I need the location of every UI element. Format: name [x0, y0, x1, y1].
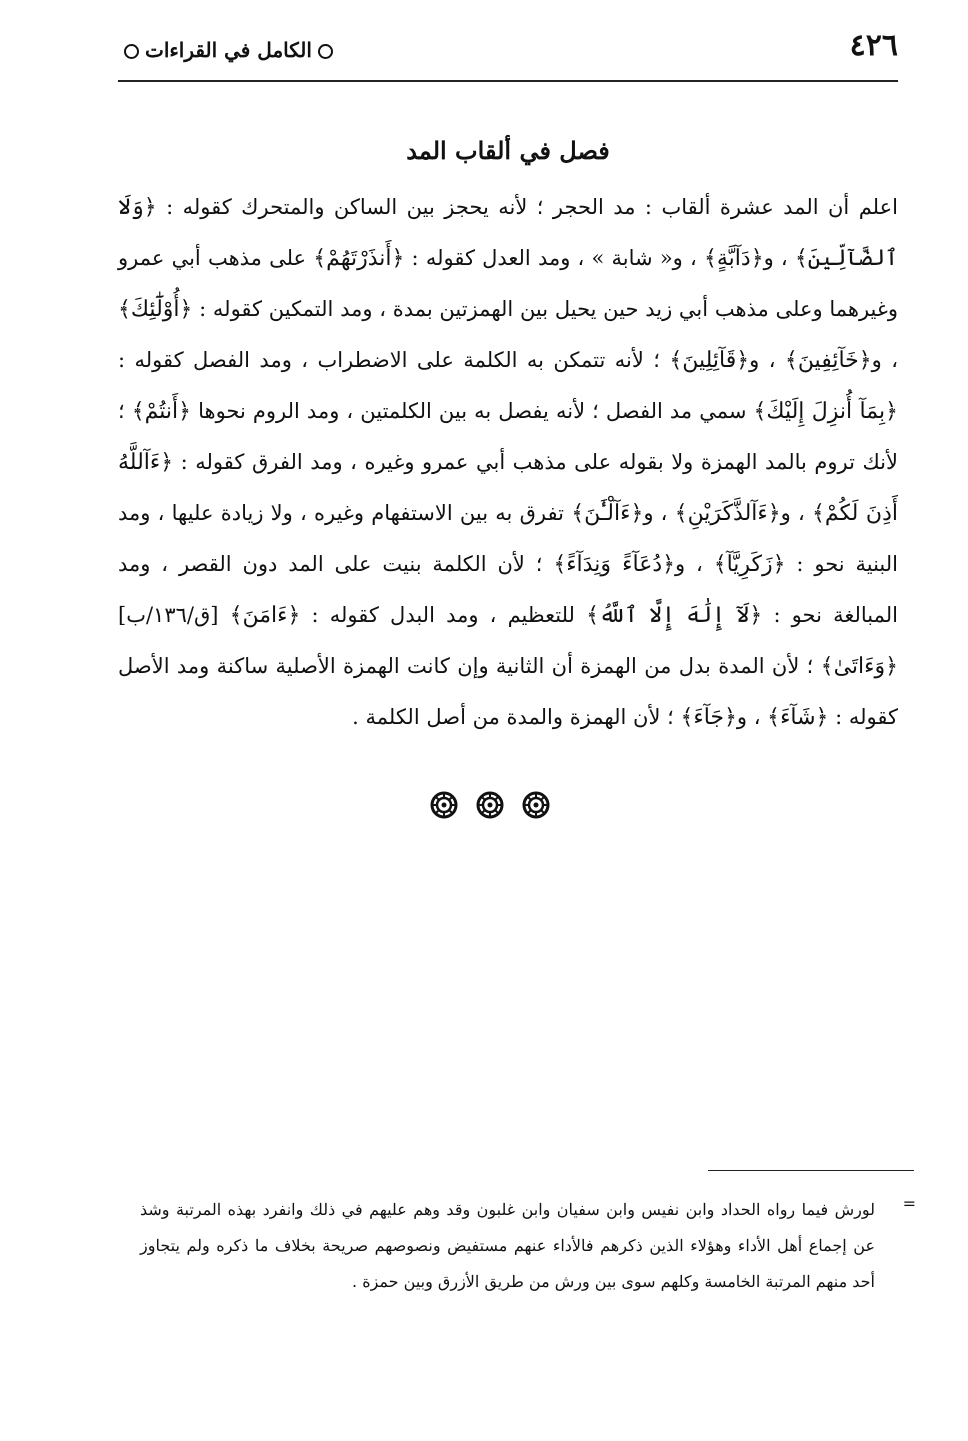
open-bracket: ﴿ [630, 501, 644, 526]
footnote-continuation-mark: = [902, 1194, 916, 1213]
text-run: ؛ لأنك تروم بالمد الهمزة ولا بقوله على مذهب أبي عمرو وغيره ، ومد الفرق كقوله : [118, 399, 898, 474]
quote-text: أَنذَرْتَهُمْ [326, 246, 392, 271]
quran-quote [230, 603, 301, 628]
close-bracket: ﴾ [767, 705, 781, 730]
text-run: للتعظيم ، ومد البدل كقوله : [300, 603, 587, 627]
close-bracket: ﴾ [674, 501, 688, 526]
quote-text: جَآءَ [693, 705, 724, 730]
quran-quote [675, 501, 781, 526]
quote-text: ءَامَنَ [242, 603, 288, 628]
quran-quote [118, 297, 192, 322]
quran-quote [704, 246, 764, 271]
text-run: ، و [749, 348, 785, 372]
page-header [118, 28, 898, 82]
open-bracket: ﴿ [287, 603, 301, 628]
open-bracket: ﴿ [767, 501, 781, 526]
close-bracket: ﴾ [131, 399, 145, 424]
text-run: ؛ لأن المدة بدل من الهمزة أن الثانية وإن كانت الهمزة الأصلية ساكنة ومد الأصل كقوله : [118, 654, 898, 729]
open-bracket: ﴿ [143, 195, 157, 220]
text-run: على مذهب أبي عمرو وغيرهما وعلى مذهب أبي زيد حين يحيل بين الهمزتين بمدة ، ومد التمكين كقوله : [118, 246, 898, 321]
text-run: ، و [675, 552, 714, 576]
quote-text: بِمَآ أُنزِلَ إِلَيْكَ [766, 399, 886, 424]
quran-quote [313, 246, 404, 271]
page-number: ٤٢٦ [849, 28, 898, 63]
quote-text: ءَآلذَّكَرَيْنِ [687, 501, 768, 526]
quote-text: وَلَا ٱلضَّآلِّينَ [118, 195, 898, 271]
quote-text: دَآبَّةٍ [716, 246, 751, 271]
running-title-text: الكامل في القراءات [145, 38, 312, 62]
open-bracket: ﴿ [391, 246, 405, 271]
close-bracket: ﴾ [669, 348, 683, 373]
quote-text: دُعَآءً وَنِدَآءً [566, 552, 663, 577]
open-bracket: ﴿ [160, 450, 174, 475]
text-run: ؛ لأن الهمزة والمدة من أصل الكلمة . [352, 705, 681, 729]
open-bracket: ﴿ [750, 246, 764, 271]
quran-quote [553, 552, 675, 577]
close-bracket: ﴾ [703, 246, 717, 271]
close-bracket: ﴾ [118, 297, 131, 322]
quran-quote [571, 501, 643, 526]
flower-ornament-icon [429, 790, 459, 820]
close-bracket: ﴾ [553, 552, 567, 577]
close-bracket: ﴾ [571, 501, 585, 526]
ring-ornament-icon [318, 44, 333, 59]
open-bracket: ﴿ [749, 603, 763, 628]
quran-quote [586, 603, 762, 628]
text-run: ، و [763, 246, 795, 270]
open-bracket: ﴿ [815, 705, 829, 730]
flower-ornament-icon [521, 790, 551, 820]
quote-text: أَنتُمْ [144, 399, 179, 424]
quran-quote [754, 399, 898, 424]
open-bracket: ﴿ [736, 348, 750, 373]
quote-text: زَكَرِيَّآ [726, 552, 773, 577]
quote-text: ءَآلْـَٰٔنَ [584, 501, 631, 526]
quote-text: قَآئِلِينَ [682, 348, 737, 373]
quote-text: أُوْلَٰٓئِكَ [130, 297, 180, 322]
open-bracket: ﴿ [724, 705, 737, 730]
flower-ornament-icon [475, 790, 505, 820]
manuscript-reference: [ق/١٣٦/ب] [118, 603, 230, 627]
close-bracket: ﴾ [229, 603, 243, 628]
close-bracket: ﴾ [820, 654, 834, 679]
close-bracket: ﴾ [753, 399, 767, 424]
text-run: اعلم أن المد عشرة ألقاب : مد الحجر ؛ لأنه يحجز بين الساكن والمتحرك كقوله : [156, 195, 898, 219]
open-bracket: ﴿ [858, 348, 872, 373]
quote-text: ءَآللَّهُ أَذِنَ لَكُمْ [118, 450, 898, 526]
body-paragraph [118, 182, 898, 743]
close-bracket: ﴾ [784, 348, 798, 373]
quran-quote [714, 552, 786, 577]
quote-text: خَآئِفِينَ [797, 348, 859, 373]
text-run: ، و« شابة » ، ومد العدل كقوله : [404, 246, 704, 270]
close-bracket: ﴾ [680, 705, 694, 730]
text-run: ، و [736, 705, 768, 729]
open-bracket: ﴿ [885, 654, 898, 679]
close-bracket: ﴾ [586, 603, 599, 628]
open-bracket: ﴿ [772, 552, 786, 577]
footnote-divider [708, 1170, 914, 1171]
ring-ornament-icon [124, 44, 139, 59]
section-heading: فصل في ألقاب المد [406, 136, 610, 165]
text-run: ؛ لأنه تتمكن به الكلمة على الاضطراب ، ومد الفصل كقوله : [118, 348, 670, 372]
text-run: سمي مد الفصل ؛ لأنه يفصل به بين الكلمتين ، ومد الروم نحوها [191, 399, 754, 423]
section-end-ornaments [380, 790, 600, 826]
close-bracket: ﴾ [713, 552, 727, 577]
text-run: تفرق به بين الاستفهام وغيره ، ولا زيادة عليها ، ومد البنية نحو : [118, 501, 898, 576]
quran-quote [785, 348, 872, 373]
close-bracket: ﴾ [812, 501, 825, 526]
text-run: ، و [871, 348, 898, 372]
text-run: ، و [780, 501, 812, 525]
close-bracket: ﴾ [313, 246, 327, 271]
open-bracket: ﴿ [662, 552, 676, 577]
quran-quote [767, 705, 828, 730]
close-bracket: ﴾ [794, 246, 808, 271]
quran-quote [821, 654, 898, 679]
open-bracket: ﴿ [885, 399, 898, 424]
footnote-text: لورش فيما رواه الحداد وابن نفيس وابن سفيان وابن غلبون وقد وهم عليهم في ذلك وانفرد بهذه المرتبة وشذ عن إجماع أهل الأداء وهؤلاء الذين ذكرهم فالأداء عنهم مستفيض ونصوصهم صريحة بخلاف ما ذكره ولم يتجاوز أحد منهم المرتبة الخامسة وكلهم سوى بين ورش من طريق الأزرق وبين حمزة . [140, 1200, 875, 1291]
quote-text: وَءَاتَىٰ [833, 654, 886, 679]
text-run: ، و [643, 501, 675, 525]
text-run: ؛ لأن الكلمة بنيت على المد دون القصر ، ومد المبالغة نحو : [118, 552, 898, 627]
quote-text: شَآءَ [780, 705, 816, 730]
running-title [118, 38, 339, 62]
quran-quote [680, 705, 736, 730]
quote-text: لَآ إِلَٰهَ إِلَّا ٱللَّهُ [598, 603, 750, 628]
open-bracket: ﴿ [179, 297, 193, 322]
quran-quote [132, 399, 191, 424]
quran-quote [669, 348, 749, 373]
open-bracket: ﴿ [178, 399, 192, 424]
